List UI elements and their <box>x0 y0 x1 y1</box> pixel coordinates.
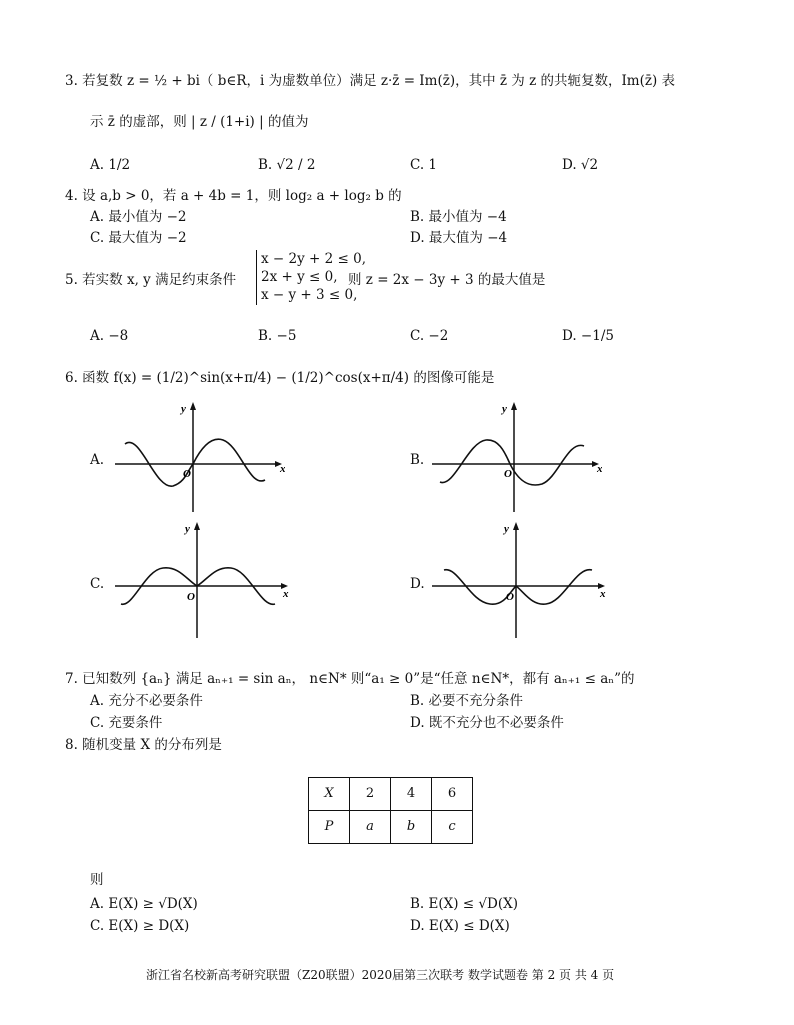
q3-option-a: A. 1/2 <box>90 157 131 173</box>
y-label: y <box>504 523 509 535</box>
origin-label: O <box>506 591 514 603</box>
table-cell: b <box>391 811 432 844</box>
curve-d <box>444 570 592 605</box>
q8-distribution-table <box>308 777 473 844</box>
q3-option-d: D. √2 <box>562 157 599 173</box>
origin-label: O <box>183 468 191 480</box>
q5-stem-post: 则 z = 2x − 3y + 3 的最大值是 <box>348 272 546 288</box>
q6-stem: 6. 函数 f(x) = (1/2)^sin(x+π/4) − (1/2)^cos(x+π/4) 的图像可能是 <box>65 370 495 386</box>
x-label: x <box>597 463 602 475</box>
q5-constraint-1: x − 2y + 2 ≤ 0, <box>261 251 366 267</box>
q3-option-b: B. √2 / 2 <box>258 157 316 173</box>
y-label: y <box>181 403 186 415</box>
table-row <box>309 811 473 844</box>
q8-distribution-table-wrap <box>308 777 473 844</box>
table-row <box>309 778 473 811</box>
q8-option-b: B. E(X) ≤ √D(X) <box>410 896 518 912</box>
x-label: x <box>280 463 285 475</box>
q5-constraint-2: 2x + y ≤ 0, <box>261 269 338 286</box>
q7-option-d: D. 既不充分也不必要条件 <box>410 715 564 731</box>
q4-option-c: C. 最大值为 −2 <box>90 230 187 246</box>
q5-option-a: A. −8 <box>90 328 129 344</box>
q8-stem: 8. 随机变量 X 的分布列是 <box>65 737 222 753</box>
q3-line1: 3. 若复数 z = ½ + bi（ b∈R，i 为虚数单位）满足 z·z̄ = Im(z̄)，其中 z̄ 为 z 的共轭复数，Im(z̄) 表 <box>65 73 676 89</box>
q6-label-a: A. <box>90 452 105 468</box>
q6-graph-a <box>115 402 285 512</box>
y-label: y <box>502 403 507 415</box>
q8-option-d: D. E(X) ≤ D(X) <box>410 918 510 934</box>
table-cell: X <box>309 778 350 811</box>
q5-option-b: B. −5 <box>258 328 297 344</box>
q6-graph-c <box>115 520 293 640</box>
x-label: x <box>283 588 289 600</box>
q8-option-a: A. E(X) ≥ √D(X) <box>90 896 198 912</box>
q8-then: 则 <box>90 872 104 888</box>
q6-graph-d <box>432 520 610 640</box>
q3-option-c: C. 1 <box>410 157 438 173</box>
curve-a <box>125 439 265 486</box>
q7-option-c: C. 充要条件 <box>90 715 163 731</box>
q6-graph-b <box>432 402 602 512</box>
table-cell: a <box>350 811 391 844</box>
q5-stem-pre: 5. 若实数 x, y 满足约束条件 <box>65 272 237 288</box>
q4-option-b: B. 最小值为 −4 <box>410 209 507 225</box>
q5-option-d: D. −1/5 <box>562 328 614 344</box>
q7-option-a: A. 充分不必要条件 <box>90 693 203 709</box>
q5-constraint-3: x − y + 3 ≤ 0, <box>261 287 358 304</box>
q8-option-c: C. E(X) ≥ D(X) <box>90 918 190 934</box>
curve-b <box>440 440 584 485</box>
y-axis-arrow <box>190 402 196 410</box>
q6-label-c: C. <box>90 576 105 592</box>
q4-option-a: A. 最小值为 −2 <box>90 209 187 225</box>
y-axis-arrow <box>194 522 200 530</box>
q4-option-d: D. 最大值为 −4 <box>410 230 508 246</box>
q7-stem: 7. 已知数列 {aₙ} 满足 aₙ₊₁ = sin aₙ， n∈N* 则“a₁ ≥ 0”是“任意 n∈N*，都有 aₙ₊₁ ≤ aₙ”的 <box>65 671 635 687</box>
page-footer: 浙江省名校新高考研究联盟（Z20联盟）2020届第三次联考 数学试题卷 第 2 页 共 4 页 <box>146 968 615 982</box>
q4-stem: 4. 设 a,b > 0，若 a + 4b = 1，则 log₂ a + log₂ b 的 <box>65 188 402 204</box>
q7-option-b: B. 必要不充分条件 <box>410 693 524 709</box>
y-label: y <box>185 523 190 535</box>
y-axis-arrow <box>511 402 517 410</box>
table-cell: c <box>432 811 473 844</box>
table-cell: 4 <box>391 778 432 811</box>
origin-label: O <box>187 591 195 603</box>
table-cell: P <box>309 811 350 844</box>
q6-label-d: D. <box>410 576 425 592</box>
table-cell: 6 <box>432 778 473 811</box>
q3-line2: 示 z̄ 的虚部，则 | z / (1+i) | 的值为 <box>90 114 309 130</box>
origin-label: O <box>504 468 512 480</box>
q5-option-c: C. −2 <box>410 328 449 344</box>
table-cell: 2 <box>350 778 391 811</box>
q6-label-b: B. <box>410 452 425 468</box>
y-axis-arrow <box>513 522 519 530</box>
x-label: x <box>600 588 606 600</box>
